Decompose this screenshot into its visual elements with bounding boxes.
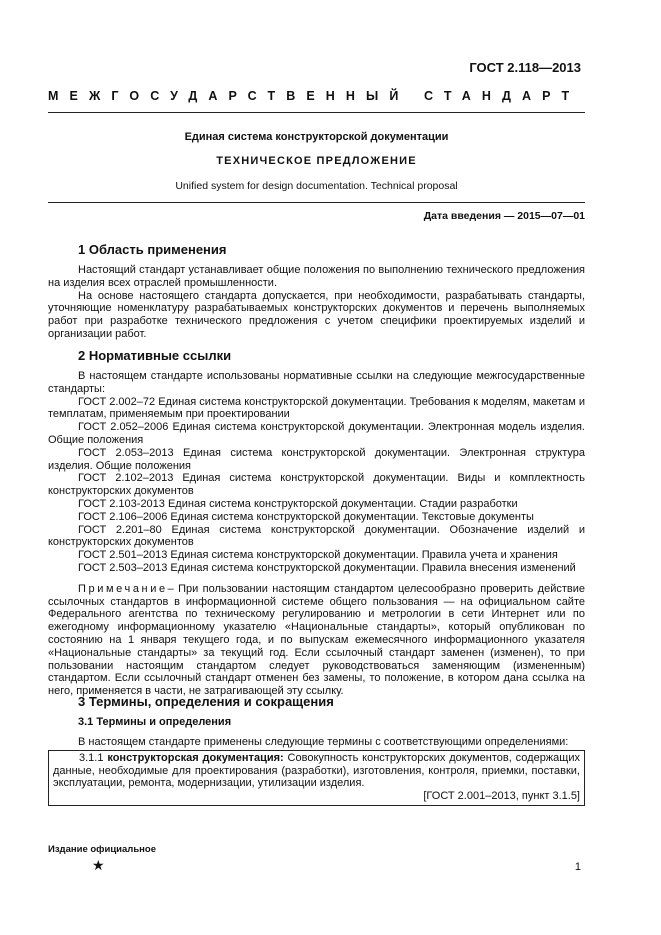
gost-code: ГОСТ 2.118—2013 [469, 60, 581, 75]
section-references [48, 348, 585, 698]
definition-text [53, 752, 580, 790]
references-intro: В настоящем стандарте использованы нормативные ссылки на следующие межгосударственные стандарты: [48, 370, 585, 395]
english-title: Unified system for design documentation. Technical proposal [175, 180, 458, 192]
reference-item: ГОСТ 2.106–2006 Единая система конструкторской документации. Текстовые документы [78, 510, 534, 523]
section-1-heading: 1 Область применения [78, 242, 227, 257]
definition-number: 3.1.1 [79, 751, 104, 764]
note-label: Примечание [78, 582, 168, 595]
reference-item: ГОСТ 2.002–72 Единая система конструкторской документации. Требования к моделям, макетам и темплатам, применяемым при проектировании [48, 395, 585, 421]
document-title: ТЕХНИЧЕСКОЕ ПРЕДЛОЖЕНИЕ [216, 155, 417, 167]
note-text: – При пользовании настоящим стандартом целесообразно проверить действие ссылочных стандартов в информационной системе общего пользования — на официальном сайте Федерального агентства по техническому регулированию и метрологии в сети Интернет или по ежегодному информационному указателю «Национальные стандарты», который опубликован по состоянию на 1 января текущего года, и по выпускам ежемесячного информационного указателя «Национальные стандарты» за текущий год. Если ссылочный стандарт заменен (изменен), то при пользовании настоящим стандартом следует руководствоваться заменяющим (измененным) стандартом. Если ссылочный стандарт отменен без замены, то положение, в котором дана ссылка на него, применяется в части, не затрагивающей эту ссылку. [48, 582, 585, 698]
title-divider [48, 202, 585, 203]
star-icon: ★ [92, 857, 105, 873]
reference-item: ГОСТ 2.053–2013 Единая система конструкторской документации. Электронная структура изделия. Общие положения [48, 446, 585, 472]
series-title: Единая система конструкторской документации [184, 131, 449, 143]
reference-item: ГОСТ 2.503–2013 Единая система конструкторской документации. Правила внесения изменений [78, 561, 576, 574]
definition-body: Совокупность конструкторских документов, содержащих данные, необходимые для проектирования (разработки), изготовления, контроля, приемки, поставки, эксплуатации, ремонта, модернизации, утилизации изделия. [53, 751, 580, 790]
section-scope [48, 242, 585, 341]
reference-item: ГОСТ 2.052–2006 Единая система конструкторской документации. Электронная модель изделия. Общие положения [48, 421, 585, 446]
references-note [48, 583, 585, 698]
definition-box [48, 750, 585, 806]
introduction-date: Дата введения — 2015—07—01 [423, 210, 585, 222]
definition-term: конструкторская документация: [107, 751, 284, 764]
definition-source: [ГОСТ 2.001–2013, пункт 3.1.5] [423, 790, 580, 803]
interstate-standard-banner: МЕЖГОСУДАРСТВЕННЫЙ СТАНДАРТ [48, 89, 581, 103]
terms-intro: В настоящем стандарте применены следующие термины с соответствующими определениями: [78, 736, 569, 748]
section-terms [48, 694, 585, 806]
section-3-heading: 3 Термины, определения и сокращения [78, 694, 334, 709]
top-divider [48, 112, 585, 113]
reference-item: ГОСТ 2.103-2013 Единая система конструкторской документации. Стадии разработки [78, 497, 518, 510]
section-3-1-heading: 3.1 Термины и определения [78, 716, 232, 728]
scope-paragraph-1: Настоящий стандарт устанавливает общие положения по выполнению технического предложения на изделия всех отраслей промышленности. [48, 264, 585, 289]
scope-paragraph-2: На основе настоящего стандарта допускается, при необходимости, разрабатывать стандарты, уточняющие номенклатуру разрабатываемых конструкторских документов и перечень выполняемых работ при разработке технического предложения с учетом специфики проектируемых изделий и организации работ. [48, 289, 585, 340]
official-edition-label: Издание официальное [48, 844, 156, 855]
section-2-heading: 2 Нормативные ссылки [78, 348, 232, 363]
reference-item: ГОСТ 2.501–2013 Единая система конструкторской документации. Правила учета и хранения [78, 549, 558, 562]
page-number: 1 [574, 861, 581, 873]
reference-item: ГОСТ 2.201–80 Единая система конструкторской документации. Обозначение изделий и конструкторских документов [48, 523, 585, 549]
reference-item: ГОСТ 2.102–2013 Единая система конструкторской документации. Виды и комплектность конструкторских документов [48, 472, 585, 498]
